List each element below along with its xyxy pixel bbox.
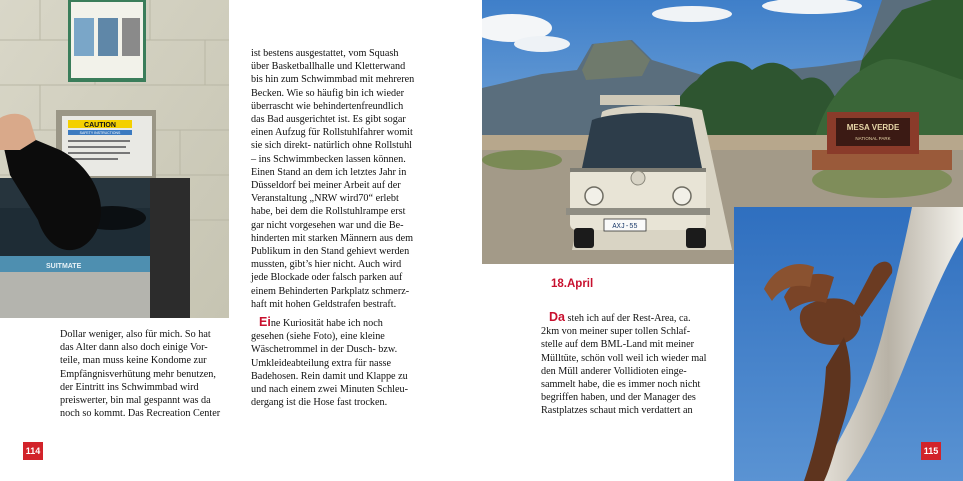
mesa-verde-sign: MESA VERDE bbox=[846, 123, 900, 132]
text-line: begriffen haben, und der Manager des bbox=[541, 392, 696, 404]
text-line: mussten, gibt’s hier nicht. Auch wird bbox=[251, 259, 402, 271]
text-line: Empfängnisverhütung mehr benutzen, bbox=[60, 368, 216, 380]
text-line: den Müll anderer Vollidioten einge- bbox=[541, 365, 687, 377]
text-line: Becken. Wie so häufig bin ich wieder bbox=[251, 87, 405, 99]
text-line: Umkleideabteilung extra für nasse bbox=[251, 357, 392, 369]
text-line: teile, man muss keine Kondome zur bbox=[60, 355, 207, 367]
right-column bbox=[541, 311, 731, 418]
text-line: noch so kommt. Das Recreation Center bbox=[60, 408, 221, 420]
text-line: Mülltüte, schön voll weil ich wieder mal bbox=[541, 352, 707, 364]
caution-label: CAUTION bbox=[84, 122, 116, 129]
text-line: Einen Stand an dem ich letztes Jahr in bbox=[251, 166, 407, 178]
text-line: das Bad ausgerichtet ist. Es gibt sogar bbox=[251, 114, 406, 126]
text-line: ist bestens ausgestattet, vom Squash bbox=[251, 48, 399, 59]
text-line: gar nicht vorgesehen war und die Be- bbox=[251, 219, 404, 231]
text-line: steh ich auf der Rest-Area, ca. bbox=[564, 313, 691, 324]
text-line: überrascht wie behindertenfreundlich bbox=[251, 100, 404, 112]
text-line: über Basketballhalle und Kletterwand bbox=[251, 61, 406, 73]
left-column-1 bbox=[60, 328, 230, 420]
paragraph-first-line bbox=[251, 316, 436, 330]
sculpture-photo bbox=[734, 207, 963, 481]
text-line: jede Blockade oder falsch parken auf bbox=[251, 272, 403, 284]
suitmate-label: SUITMATE bbox=[46, 263, 82, 270]
page-number-right: 115 bbox=[921, 442, 941, 460]
left-column-2 bbox=[251, 47, 436, 409]
text-line: hinderten mit starken Männern aus dem bbox=[251, 232, 414, 244]
text-line: Badehosen. Rein damit und Klappe zu bbox=[251, 370, 408, 382]
text-line: 2km von meiner super tollen Schlaf- bbox=[541, 326, 691, 338]
section-heading-date: 18.April bbox=[551, 278, 594, 290]
text-line: und nach einem zwei Minuten Schleu- bbox=[251, 384, 409, 396]
text-line: ne Kuriosität habe ich noch bbox=[270, 318, 383, 330]
license-plate: AXJ-55 bbox=[612, 223, 638, 231]
laundry-spinner-photo bbox=[0, 0, 229, 318]
text-line: haft mit hohen Geldstrafen bestraft. bbox=[251, 298, 397, 310]
text-line: einem Behinderten Parkplatz schmerz- bbox=[251, 285, 410, 297]
text-line: bis hin zum Schwimmbad mit mehreren bbox=[251, 74, 415, 86]
text-line: stelle auf dem BML-Land mit meiner bbox=[541, 339, 695, 351]
text-line: preiswerter, bin mal gespannt was da bbox=[60, 395, 211, 407]
page-number-left: 114 bbox=[23, 442, 43, 460]
sculpture-image bbox=[734, 207, 963, 481]
text-line: Veranstaltung „NRW wird70“ erlebt bbox=[251, 193, 399, 205]
text-line: habe, bei dem die Rollstuhlrampe erst bbox=[251, 206, 406, 218]
text-line: – ins Schwimmbecken lassen können. bbox=[251, 153, 406, 165]
safety-label: SAFETY INSTRUCTIONS bbox=[79, 131, 121, 135]
text-line: gesehen (siehe Foto), eine kleine bbox=[251, 331, 385, 343]
laundry-spinner-image bbox=[0, 0, 229, 318]
text-line: Dollar weniger, also für mich. So hat bbox=[60, 329, 211, 340]
paragraph-first-line bbox=[541, 311, 731, 325]
text-line: Wäschetrommel in der Dusch- bzw. bbox=[251, 344, 398, 356]
national-park-sign: NATIONAL PARK bbox=[855, 136, 891, 141]
text-line: der Eintritt ins Schwimmbad wird bbox=[60, 381, 199, 393]
text-line: Düsseldorf bei meiner Arbeit auf der bbox=[251, 180, 401, 192]
text-line: Rastplatzes schaut mich verdattert an bbox=[541, 405, 693, 417]
text-line: sammelt habe, die es immer noch nicht bbox=[541, 379, 701, 391]
text-line: das Alter dann also doch einige Vor- bbox=[60, 342, 208, 354]
drop-cap: Da bbox=[549, 310, 565, 324]
text-line: dergang ist die Hose fast trocken. bbox=[251, 397, 388, 409]
drop-cap: Ei bbox=[259, 315, 271, 330]
text-line: sie sich direkt- natürlich ohne Rollstuhl bbox=[251, 140, 412, 152]
text-line: Publikum in den Stand gehievt werden bbox=[251, 246, 410, 258]
text-line: einen Aufzug für Rollstuhlfahrer womit bbox=[251, 127, 413, 139]
